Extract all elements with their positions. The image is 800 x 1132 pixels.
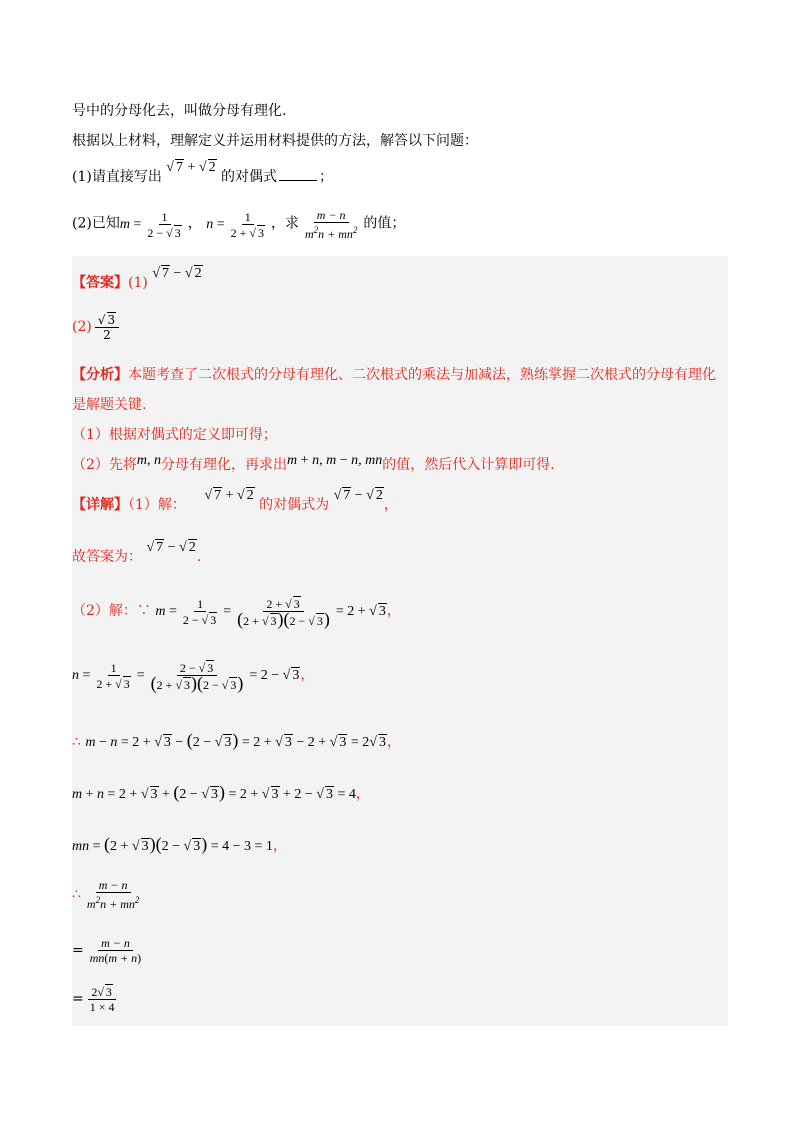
analysis-step2-c: 的值，然后代入计算即可得.	[382, 457, 555, 473]
comma: ，	[300, 667, 315, 684]
answer-part1-num: (1)	[128, 275, 148, 291]
detail-part2-prefix: （2）解：∵	[72, 603, 151, 620]
question-1	[72, 160, 334, 186]
comma: ，	[386, 734, 401, 750]
step-a-fraction: $\frac{m - n}{m^2n + mn^2}$	[86, 878, 140, 911]
q2-prefix: (2)已知	[72, 215, 120, 232]
detail-part1-prefix: （1）解：	[128, 497, 186, 513]
m-plus-n-line	[72, 782, 370, 803]
mn-line	[72, 834, 287, 855]
q1-prefix: (1)请直接写出	[72, 169, 162, 185]
task-line: 根据以上材料，理解定义并运用材料提供的方法，解答以下问题：	[72, 133, 478, 149]
detail-part1-expr: √ 7 + √ 2	[204, 488, 254, 503]
detail-part1-end: ，	[383, 497, 398, 513]
detail-part1-mid: 的对偶式为	[259, 497, 330, 513]
detail-answer-value: √ 7 − √ 2	[146, 540, 196, 555]
therefore-symbol: ∴	[72, 734, 81, 750]
q2-suffix: 的值；	[363, 215, 406, 232]
q2-sep2: ，求	[270, 215, 299, 232]
q1-expression: √ 7 + √ 2	[166, 160, 216, 175]
m-plus-n-calculation: m + n = 2 + √ 3 + (2 − √ 3) = 2 + √ 3 + 2 − √ 3 = 4	[72, 782, 356, 802]
analysis-label: 【分析】	[72, 367, 128, 383]
analysis-line-1	[72, 364, 716, 384]
answer-line-2	[72, 312, 122, 342]
question-2	[72, 208, 405, 241]
answer-part2-value: $\frac{√ 3}{2}$	[95, 312, 119, 342]
detail-label: 【详解】	[72, 497, 128, 513]
answer-label: 【答案】	[72, 275, 128, 291]
final-step-b: = $\frac{m - n}{mn(m + n)}$	[72, 936, 147, 965]
comma: ，	[386, 603, 401, 620]
mn-calculation: mn = (2 + √ 3)(2 − √ 3) = 4 − 3 = 1	[72, 834, 273, 854]
final-step-c: = $\frac{2√ 3}{1 \times 4}$	[72, 984, 121, 1014]
answer-part1-value: √ 7 − √ 2	[152, 266, 202, 281]
q2-sep1: ，	[187, 215, 202, 232]
q1-suffix: 的对偶式	[221, 169, 278, 185]
comma: ，	[272, 838, 287, 854]
answer-line-1	[72, 266, 203, 292]
m-calculation: m = $\frac{1}{2 - √ 3}$ = $\frac{2 + √ 3}{(2 + √ 3)(2 - √ 3)}$ = 2 + √ 3	[155, 597, 386, 629]
detail-part2-line	[72, 596, 401, 628]
n-calculation: n = $\frac{1}{2 + √ 3}$ = $\frac{2 - √ 3}{(2 + √ 3)(2 - √ 3)}$ = 2 − √ 3	[72, 661, 300, 693]
therefore-symbol: ∴	[72, 886, 81, 903]
detail-answer-end: .	[196, 549, 202, 565]
answer-blank[interactable]	[279, 180, 317, 181]
intro-line: 号中的分母化去，叫做分母有理化.	[72, 103, 287, 119]
q2-n-definition: n = $\frac{1}{2 + √ 3}$	[206, 209, 264, 240]
analysis-line-2: 是解题关键.	[72, 397, 147, 413]
detail-answer-prefix: 故答案为：	[72, 549, 142, 565]
analysis-step2-exprs: m + n, m − n, mn	[287, 453, 383, 468]
detail-answer-line	[72, 540, 202, 566]
analysis-step2-vars: m, n	[136, 453, 162, 468]
m-minus-n-calculation: m − n = 2 + √ 3 − (2 − √ 3) = 2 + √ 3 − 2 + √ 3 = 2√ 3	[85, 730, 386, 750]
answer-part2-num: (2)	[72, 319, 92, 335]
q2-target-expression: $\frac{m - n}{m^2n + mn^2}$	[304, 208, 358, 241]
step-b-fraction: $\frac{m - n}{mn(m + n)}$	[89, 936, 142, 965]
analysis-step-2	[72, 454, 555, 474]
analysis-step2-a: （2）先将	[72, 457, 137, 473]
comma: ，	[355, 786, 370, 802]
analysis-text1: 本题考查了二次根式的分母有理化、二次根式的乘法与加减法，熟练掌握二次根式的分母有理化	[128, 367, 716, 383]
analysis-step2-b: 分母有理化，再求出	[161, 457, 288, 473]
q1-end: ；	[319, 169, 334, 185]
detail-part1-result: √ 7 − √ 2	[333, 488, 383, 503]
m-minus-n-line	[72, 730, 401, 751]
final-step-a	[72, 878, 145, 911]
step-c-fraction: $\frac{2√ 3}{1 \times 4}$	[89, 985, 115, 1014]
analysis-step-1: （1）根据对偶式的定义即可得；	[72, 427, 277, 443]
n-calculation-line	[72, 660, 314, 692]
detail-line-1	[72, 488, 398, 514]
q2-m-definition: m = $\frac{1}{2 - √ 3}$	[119, 209, 181, 240]
